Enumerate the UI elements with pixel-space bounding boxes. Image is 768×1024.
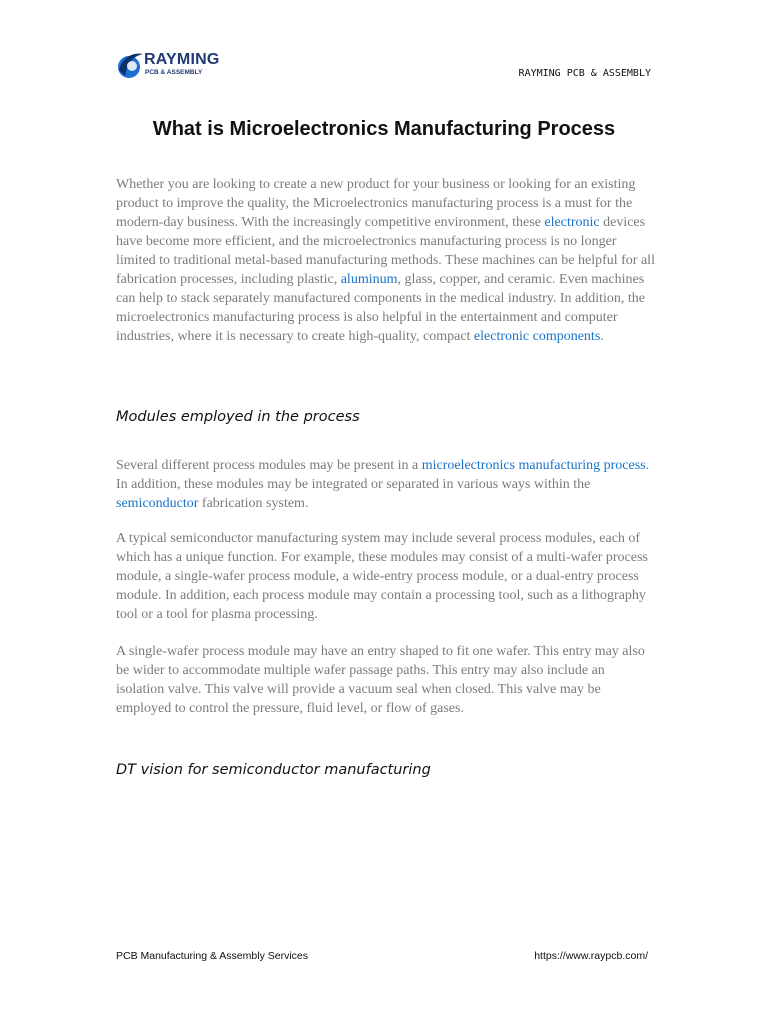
intro-paragraph: Whether you are looking to create a new product for your business or looking for an existing product to improve the quality, the Microelectronics manufacturing process is a must for the modern-day business. With the increasingly competitive environment, these electronic devices have become more efficient, and the microelectronics manufacturing process is no longer limited to traditional metal-based manufacturing methods. These machines can be helpful for all fabrication processes, including plastic, aluminum, glass, copper, and ceramic. Even machines can help to stack separately manufactured components in the medical industry. In addition, the microelectronics manufacturing process is also helpful in the entertainment and computer industries, where it is necessary to create high-quality, compact electronic components. xyxy=(116,177,655,344)
section-heading-modules: Modules employed in the process xyxy=(116,409,360,425)
footer-services-text: PCB Manufacturing & Assembly Services xyxy=(116,950,308,962)
page-title: What is Microelectronics Manufacturing Process xyxy=(152,118,616,140)
modules-paragraph: Several different process modules may be present in a microelectronics manufacturing process. In addition, these modules may be integrated or separated in various ways within the semiconductor fabrication system. xyxy=(116,458,650,511)
header-company-name: RAYMING PCB & ASSEMBLY xyxy=(518,68,651,79)
logo-subtitle-text: PCB & ASSEMBLY xyxy=(145,69,203,76)
single-wafer-paragraph: A single-wafer process module may have an entry shaped to fit one wafer. This entry may also be wider to accommodate multiple wafer passage paths. This entry may also include an isolation valve. This valve will provide a vacuum seal when closed. This valve may be employed to control the pressure, fluid level, or flow of gases. xyxy=(116,644,645,716)
section-heading-dt-vision: DT vision for semiconductor manufacturing xyxy=(116,762,431,778)
footer-website-url: https://www.raypcb.com/ xyxy=(534,950,648,962)
company-logo xyxy=(116,50,246,82)
logo-brand-text: RAYMING xyxy=(144,51,220,68)
link-electronic-components[interactable]: electronic components xyxy=(473,329,601,344)
link-aluminum[interactable]: aluminum xyxy=(340,272,398,287)
link-microelectronics-manufacturing-process[interactable]: microelectronics manufacturing process xyxy=(421,458,646,473)
logo-swoosh-icon xyxy=(116,50,144,80)
process-modules-paragraph: A typical semiconductor manufacturing system may include several process modules, each of which has a unique function. For example, these modules may consist of a multi-wafer process module, a single-wafer process module, a wide-entry process module, or a dual-entry process module. In addition, each process module may contain a processing tool, such as a lithography tool or a tool for plasma processing. xyxy=(116,531,648,622)
link-electronic[interactable]: electronic xyxy=(544,215,600,230)
link-semiconductor[interactable]: semiconductor xyxy=(116,496,199,511)
